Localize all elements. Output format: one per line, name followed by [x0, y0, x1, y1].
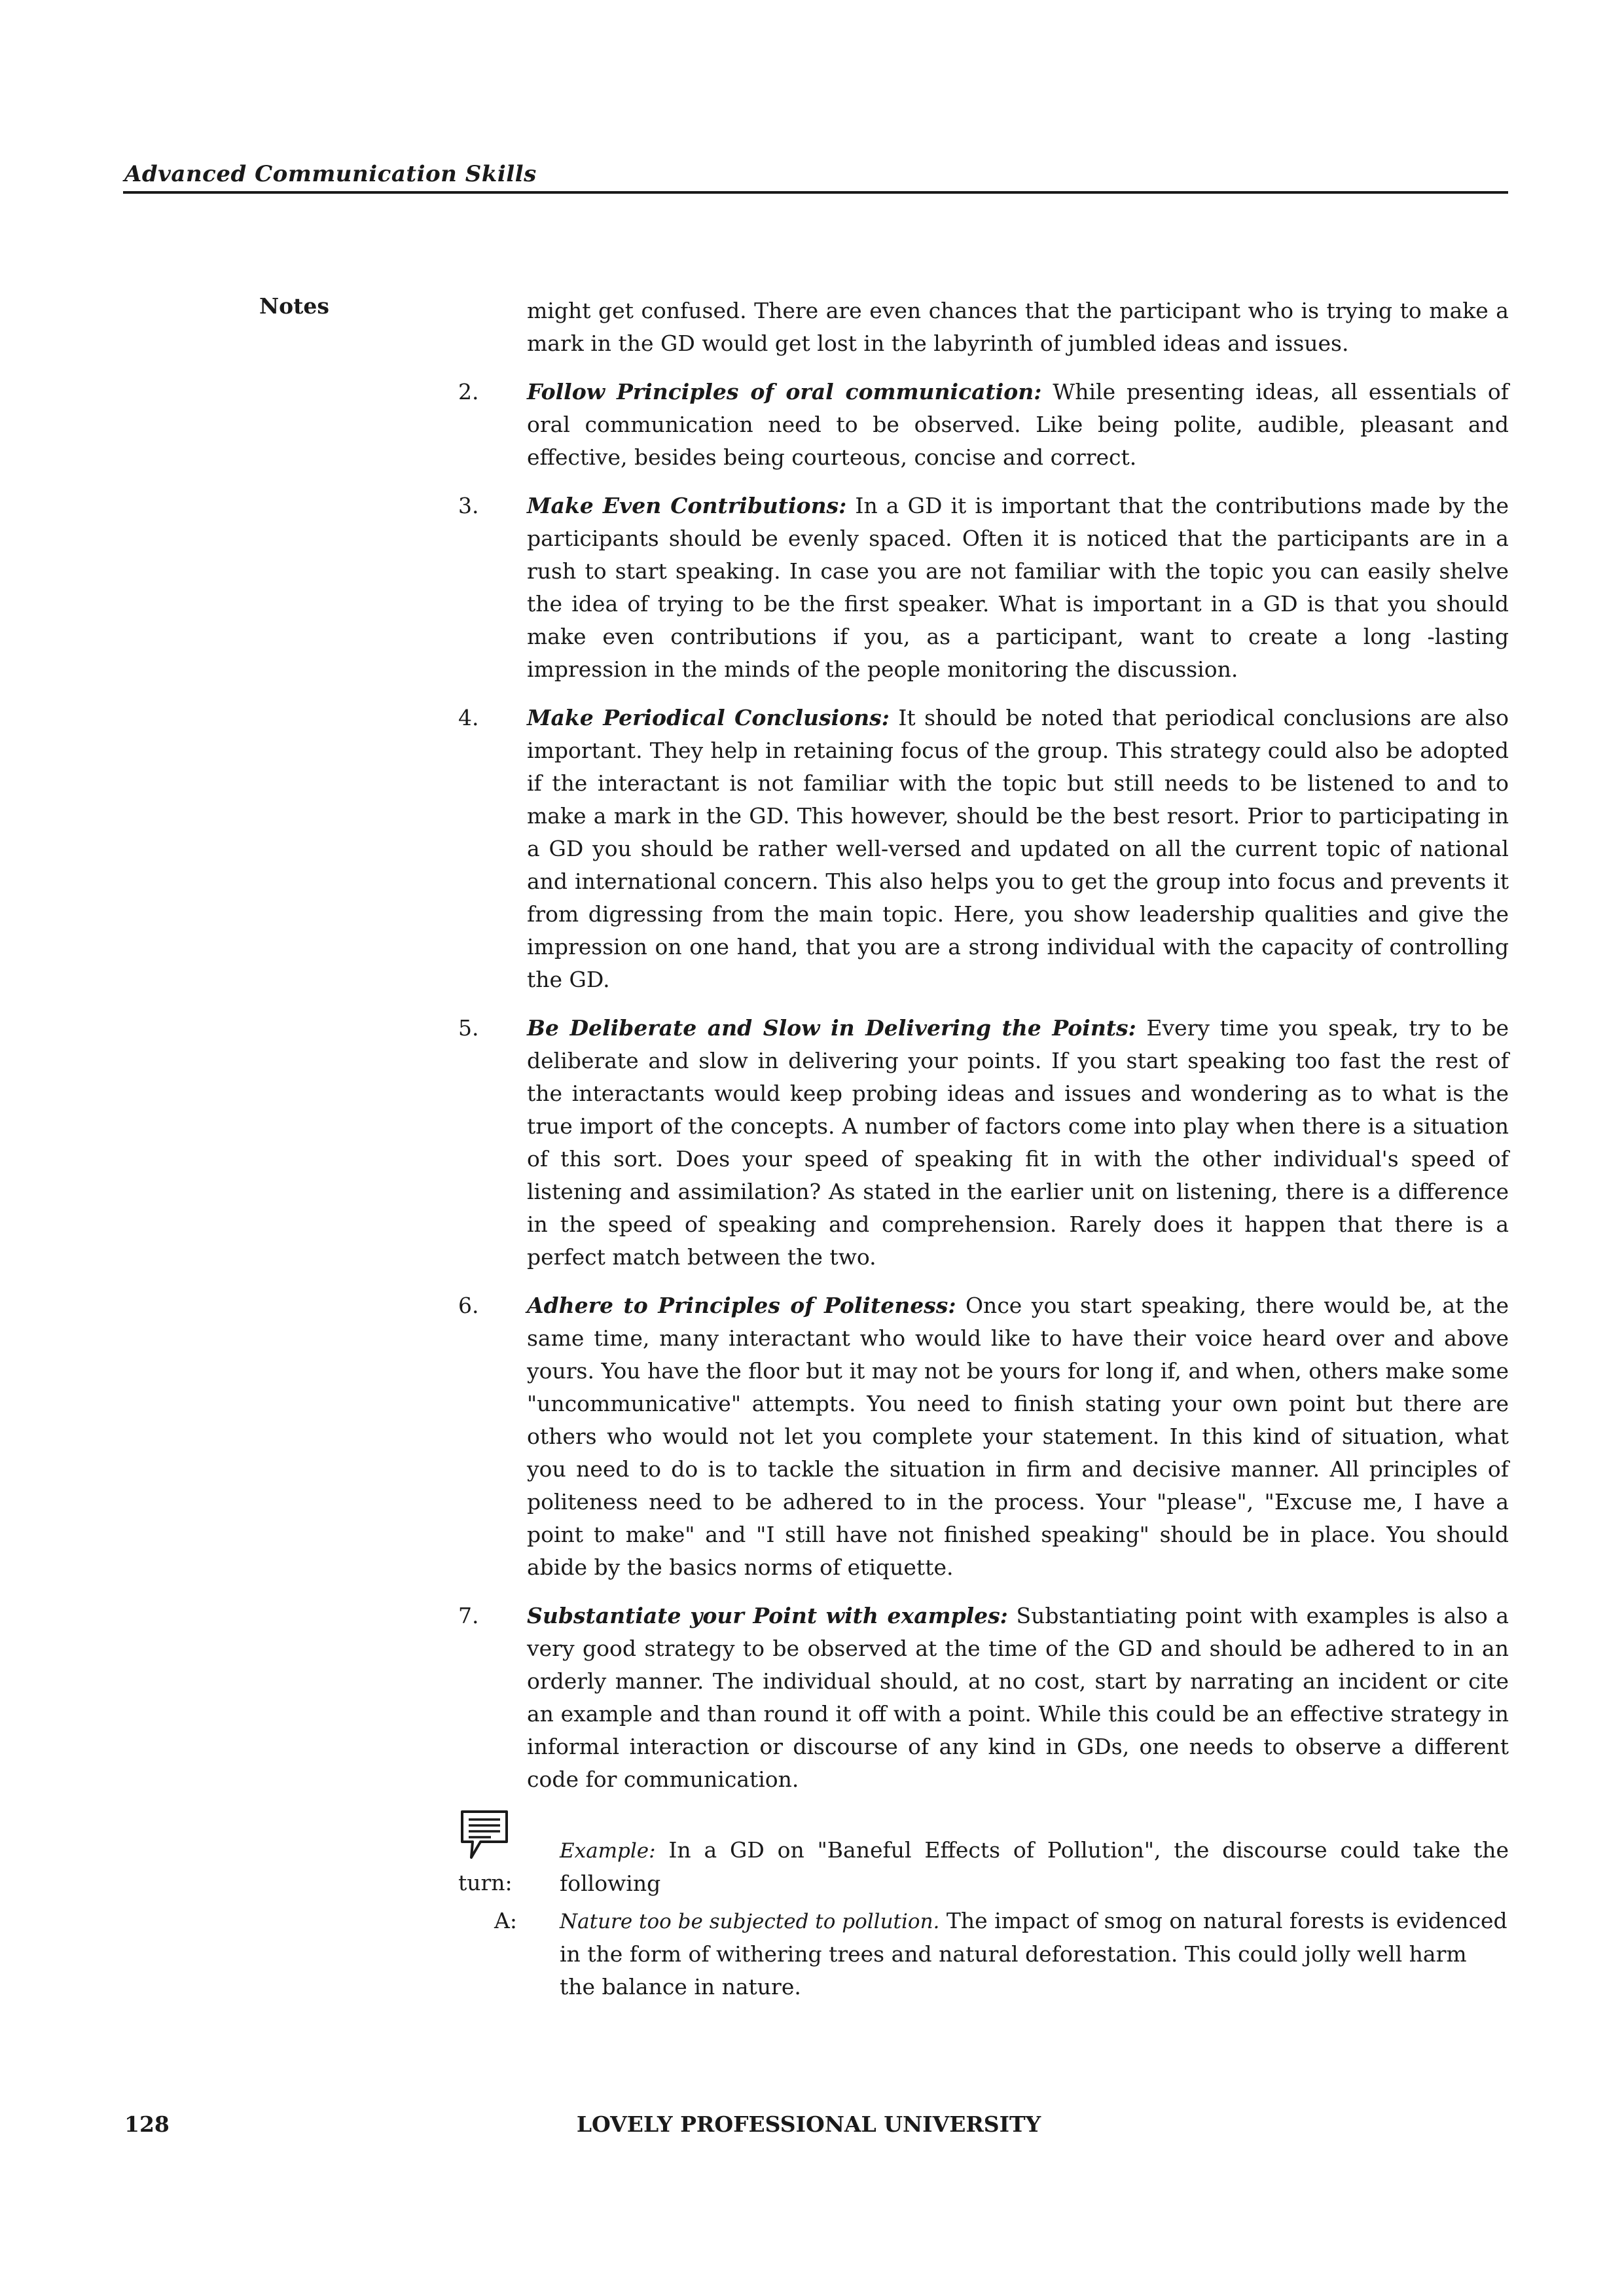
list-item-number: 7.	[458, 1603, 479, 1628]
footer-university: LOVELY PROFESSIONAL UNIVERSITY	[576, 2111, 1041, 2137]
list-item-number: 3.	[458, 493, 479, 518]
example-block	[458, 1820, 1509, 1897]
list-item-4	[458, 702, 1509, 996]
list-item-number: 4.	[458, 705, 479, 730]
list-item-text: Substantiating point with examples is also a very good strategy to be observed at the time of the GD and should be adhered to in an orderly manner. The individual should, at no cost, start by narrating an incident or cite an example and than round it off with a point. While this could be an effective strategy in informal interaction or discourse of any kind in GDs, one needs to observe a different code for communication.	[527, 1603, 1509, 1792]
example-sub-item	[458, 1905, 1509, 2003]
example-note-icon	[458, 1808, 511, 1863]
list-item-text: In a GD it is important that the contributions made by the participants should be evenly spaced. Often it is noticed that the participants are in a rush to start speaking. In case you are not familiar with the topic you can easily shelve the idea of trying to be the first speaker. What is important in a GD is that you should make even contributions if you, as a participant, want to create a long -lasting impression in the minds of the people monitoring the discussion.	[527, 493, 1509, 682]
list-item-title: Make Even Contributions:	[527, 493, 847, 518]
main-content	[458, 295, 1509, 2003]
list-item-title: Follow Principles of oral communication:	[527, 379, 1042, 404]
list-item-title: Adhere to Principles of Politeness:	[527, 1293, 956, 1318]
list-item-text: Once you start speaking, there would be, at the same time, many interactant who would like to have their voice heard over and above yours. You have the floor but it may not be yours for long if, and when, others make some "uncommunicative" attempts. You need to finish stating your own point but there are others who would not let you complete your statement. In this kind of situation, what you need to do is to tackle the situation in firm and decisive manner. All principles of politeness need to be adhered to in the process. Your "please", "Excuse me, I have a point to make" and "I still have not finished speaking" should be in place. You should abide by the basics norms of etiquette.	[527, 1293, 1509, 1580]
sub-item-text: The impact of smog on natural forests is evidenced in the form of withering trees and natural deforestation. This could jolly well harm the balance in nature.	[560, 1908, 1507, 2000]
list-item-7	[458, 1600, 1509, 1796]
intro-paragraph: might get confused. There are even chances that the participant who is trying to make a mark in the GD would get lost in the labyrinth of jumbled ideas and issues.	[527, 298, 1509, 356]
list-item-title: Make Periodical Conclusions:	[527, 705, 890, 730]
list-item-number: 5.	[458, 1015, 479, 1041]
list-item-title: Substantiate your Point with examples:	[527, 1603, 1008, 1628]
sub-item-lead: Nature too be subjected to pollution.	[560, 1910, 940, 1933]
list-item-5	[458, 1012, 1509, 1274]
example-continuation: turn:	[458, 1870, 513, 1895]
list-item-number: 6.	[458, 1293, 479, 1318]
list-item-text: Every time you speak, try to be deliberate and slow in delivering your points. If you start speaking too fast the rest of the interactants would keep probing ideas and issues and wondering as to what is the true import of the concepts. A number of factors come into play when there is a situation of this sort. Does your speed of speaking fit in with the other individual's speed of listening and assimilation? As stated in the earlier unit on listening, there is a difference in the speed of speaking and comprehension. Rarely does it happen that there is a perfect match between the two.	[527, 1015, 1509, 1270]
list-item-6	[458, 1289, 1509, 1584]
page-number: 128	[124, 2111, 170, 2137]
list-item-number: 2.	[458, 379, 479, 404]
list-item-text: It should be noted that periodical conclusions are also important. They help in retaining focus of the group. This strategy could also be adopted if the interactant is not familiar with the topic but still needs to be listened to and to make a mark in the GD. This however, should be the best resort. Prior to participating in a GD you should be rather well-versed and updated on all the current topic of national and international concern. This also helps you to get the group into focus and prevents it from digressing from the main topic. Here, you show leadership qualities and give the impression on one hand, that you are a strong individual with the capacity of controlling the GD.	[527, 705, 1509, 992]
list-item-title: Be Deliberate and Slow in Delivering the Points:	[527, 1015, 1136, 1041]
example-text: In a GD on "Baneful Effects of Pollution", the discourse could take the following	[560, 1837, 1509, 1896]
list-item-2	[458, 376, 1509, 474]
list-item-3	[458, 490, 1509, 686]
example-label: Example:	[560, 1839, 656, 1863]
example-line	[560, 1834, 1509, 1900]
list-item-text: While presenting ideas, all essentials of oral communication need to be observed. Like being polite, audible, pleasant and effective, besides being courteous, concise and correct.	[527, 379, 1509, 470]
sub-item-label: A:	[494, 1908, 517, 1933]
notes-margin-label: Notes	[259, 293, 329, 319]
header-rule	[123, 191, 1508, 194]
running-header-title: Advanced Communication Skills	[124, 161, 537, 187]
